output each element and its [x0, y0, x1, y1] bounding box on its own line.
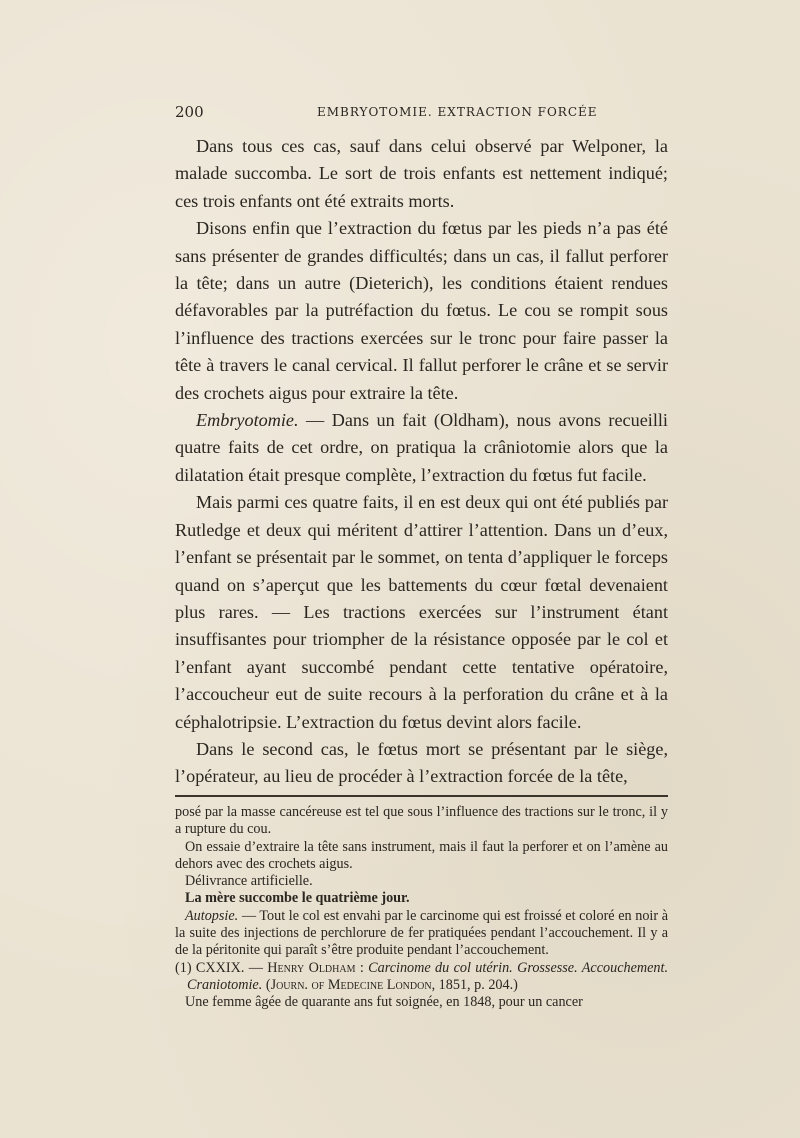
paragraph: Dans le second cas, le fœtus mort se présentant par le siège, l’opérateur, au lieu de procéder à l’extraction forcée de la tête,: [175, 738, 668, 787]
footnotes: [175, 804, 668, 1012]
paragraph: Disons enfin que l’extraction du fœtus par les pieds n’a pas été sans présenter de grandes difficultés; dans un cas, il fallut perforer la tête; dans un autre (Dieterich), les conditions étaient rendues défavorables par la putréfaction du fœtus. Le cou se rompit sous l’influence des tractions exercées sur le tronc pour faire passer la tête à travers le canal cervical. Il fallut perforer le crâne et se servir des crochets aigus pour extraire la tête.: [175, 218, 668, 403]
paragraph: Dans tous ces cas, sauf dans celui observé par Welponer, la malade succomba. Le sort de trois enfants est nettement indiqué; ces trois enfants ont été extraits morts.: [175, 136, 668, 211]
footnote-line: [175, 908, 668, 960]
citation-journal-open: (: [262, 976, 271, 993]
footnote-citation: [175, 960, 668, 995]
paragraph: Mais parmi ces quatre faits, il en est deux qui ont été publiés par Rutledge et deux qui méritent d’attirer l’attention. Dans un d’eux, l’enfant se présentait par le sommet, on tenta d’appliquer le forceps quand on s’aperçut que les battements du cœur fœtal devenaient plus rares. — Les tractions exercées sur l’instrument étant insuffisantes pour triompher de la résistance opposée par le col et l’enfant ayant succombé pendant cette tentative opératoire, l’accoucheur eut de suite recours à la perforation du crâne et à la céphalotripsie. L’extraction du fœtus devint alors facile.: [175, 492, 668, 732]
running-head: EMBRYOTOMIE. EXTRACTION FORCÉE: [317, 105, 598, 119]
footnote-rule: [175, 795, 668, 797]
page-header: [175, 103, 670, 125]
page-number: 200: [175, 103, 204, 121]
footnote-lead: Autopsie.: [185, 907, 239, 924]
paragraph-text: — Dans un fait (Oldham), nous avons recueilli quatre faits de cet ordre, on pratiqua la crâniotomie alors que la dilatation était presque complète, l’extraction du fœtus fut facile.: [175, 410, 668, 485]
paragraph: [175, 407, 668, 489]
footnote-text: — Tout le col est envahi par le carcinome qui est froissé et coloré en noir à la suite des injections de perchlorure de fer pratiquées pendant l’accouchement. Il y a de la péritonite qui paraît s’être produite pendant l’accouchement.: [175, 907, 668, 959]
footnote-line: La mère succombe le quatrième jour.: [185, 890, 410, 907]
main-text: [175, 133, 668, 791]
citation-journal: Journ. of Medecine London: [270, 976, 432, 993]
citation-sep: :: [355, 959, 369, 976]
footnote-line: Une femme âgée de quarante ans fut soignée, en 1848, pour un cancer: [185, 994, 583, 1011]
citation-number: (1) CXXIX. —: [175, 959, 268, 976]
section-lead: Embryotomie.: [196, 410, 299, 431]
footnote-line: posé par la masse cancéreuse est tel que sous l’influence des tractions sur le tronc, il y a rupture du cou.: [175, 804, 668, 838]
citation-journal-close: , 1851, p. 204.): [431, 976, 518, 993]
footnote-line: On essaie d’extraire la tête sans instrument, mais il faut la perforer et on l’amène au dehors avec des crochets aigus.: [175, 838, 668, 872]
footnote-line: Délivrance artificielle.: [185, 873, 313, 890]
citation-author: Henry Oldham: [267, 959, 356, 976]
citation-title: Carcinome du col utérin. Grossesse. Accouchement. Craniotomie.: [187, 959, 669, 993]
